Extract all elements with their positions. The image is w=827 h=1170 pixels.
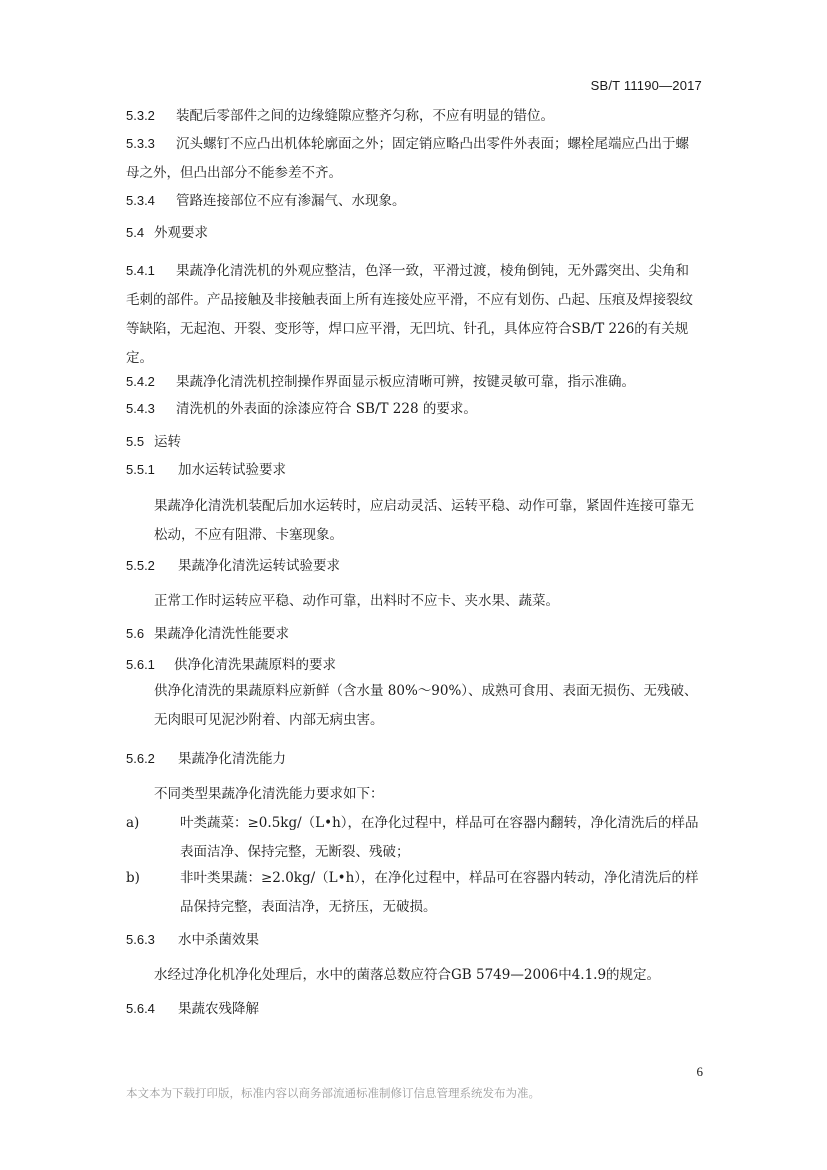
section-title: 果蔬净化清洗性能要求 [154, 626, 289, 642]
clause-text: 果蔬净化清洗机控制操作界面显示板应清晰可辨，按键灵敏可靠，指示准确。 [176, 374, 635, 390]
subsection-number: 5.6.3 [126, 932, 155, 947]
paragraph-5-5-2: 正常工作时运转应平稳、动作可靠，出料时不应卡、夹水果、蔬菜。 [154, 593, 559, 609]
clause-5-3-3 [126, 129, 701, 188]
paragraph-5-6-1: 供净化清洗的果蔬原料应新鲜（含水量 80%～90%）、成熟可食用、表面无损伤、无残破、无肉眼可见泥沙附着、内部无病虫害。 [154, 683, 698, 728]
subsection-5-6-4-heading [126, 994, 259, 1024]
list-text: 非叶类果蔬：≥2.0kg/（L•h），在净化过程中，样品可在容器内转动，净化清洗后的样品保持完整，表面洁净，无挤压，无破损。 [180, 870, 699, 915]
section-title: 运转 [154, 434, 181, 450]
clause-number: 5.3.3 [126, 136, 155, 151]
clause-text: 管路连接部位不应有渗漏气、水现象。 [176, 193, 406, 209]
clause-5-4-2 [126, 367, 635, 397]
clause-number: 5.3.4 [126, 193, 155, 208]
clause-5-3-4 [126, 186, 406, 216]
subsection-5-6-3-heading [126, 925, 259, 955]
section-5-6-heading [126, 619, 289, 649]
subsection-5-5-1-heading [126, 455, 286, 485]
subsection-number: 5.5.1 [126, 462, 155, 477]
subsection-title: 供净化清洗果蔬原料的要求 [174, 657, 336, 673]
section-number: 5.5 [126, 434, 145, 449]
clause-text: 清洗机的外表面的涂漆应符合 SB/T 228 的要求。 [176, 401, 477, 417]
page-number: 6 [696, 1064, 703, 1079]
subsection-title: 水中杀菌效果 [178, 932, 259, 948]
list-label: b) [126, 870, 140, 886]
document-code: SB/T 11190—2017 [590, 78, 702, 93]
clause-5-4-1 [126, 256, 701, 373]
subsection-5-6-2-heading [126, 744, 286, 774]
subsection-title: 果蔬净化清洗能力 [178, 751, 286, 767]
subsection-number: 5.6.2 [126, 751, 155, 766]
clause-number: 5.4.2 [126, 374, 155, 389]
subsection-number: 5.6.4 [126, 1001, 155, 1016]
clause-text: 果蔬净化清洗机的外观应整洁，色泽一致，平滑过渡，棱角倒钝，无外露突出、尖角和毛刺的部件。产品接触及非接触表面上所有连接处应平滑，不应有划伤、凸起、压痕及焊接裂纹等缺陷，无起泡、开裂、变形等，焊口应平滑，无凹坑、针孔，具体应符合SB/T 226的有关规定。 [126, 263, 693, 366]
subsection-5-6-1-heading [126, 650, 336, 680]
clause-5-3-2 [126, 101, 554, 131]
subsection-5-5-2-heading [126, 551, 340, 581]
clause-5-4-3 [126, 394, 477, 424]
paragraph-5-6-3: 水经过净化机净化处理后，水中的菌落总数应符合GB 5749—2006中4.1.9的规定。 [154, 967, 661, 983]
section-number: 5.6 [126, 626, 145, 641]
list-item-b [126, 864, 701, 922]
clause-text: 沉头螺钉不应凸出机体轮廓面之外；固定销应略凸出零件外表面；螺栓尾端应凸出于螺母之外，但凸出部分不能参差不齐。 [126, 136, 689, 181]
clause-number: 5.3.2 [126, 108, 155, 123]
section-title: 外观要求 [154, 225, 208, 241]
clause-number: 5.4.1 [126, 263, 155, 278]
section-number: 5.4 [126, 225, 145, 240]
subsection-number: 5.6.1 [126, 657, 155, 672]
subsection-number: 5.5.2 [126, 558, 155, 573]
subsection-title: 果蔬净化清洗运转试验要求 [178, 558, 340, 574]
subsection-title: 果蔬农残降解 [178, 1001, 259, 1017]
paragraph-5-5-1: 果蔬净化清洗机装配后加水运转时，应启动灵活、运转平稳、动作可靠，紧固件连接可靠无松动，不应有阻滞、卡塞现象。 [154, 498, 694, 543]
list-label: a) [126, 815, 140, 831]
list-text: 叶类蔬菜：≥0.5kg/（L•h），在净化过程中，样品可在容器内翻转，净化清洗后的样品表面洁净、保持完整，无断裂、残破； [180, 815, 699, 860]
list-item-a [126, 809, 701, 867]
paragraph-5-6-2-intro: 不同类型果蔬净化清洗能力要求如下： [154, 786, 384, 802]
section-5-4-heading [126, 218, 208, 248]
footer-note: 本文本为下载打印版，标准内容以商务部流通标准制修订信息管理系统发布为准。 [126, 1086, 540, 1100]
clause-text: 装配后零部件之间的边缘缝隙应整齐匀称，不应有明显的错位。 [176, 108, 554, 124]
subsection-title: 加水运转试验要求 [178, 462, 286, 478]
clause-number: 5.4.3 [126, 401, 155, 416]
section-5-5-heading [126, 427, 181, 457]
